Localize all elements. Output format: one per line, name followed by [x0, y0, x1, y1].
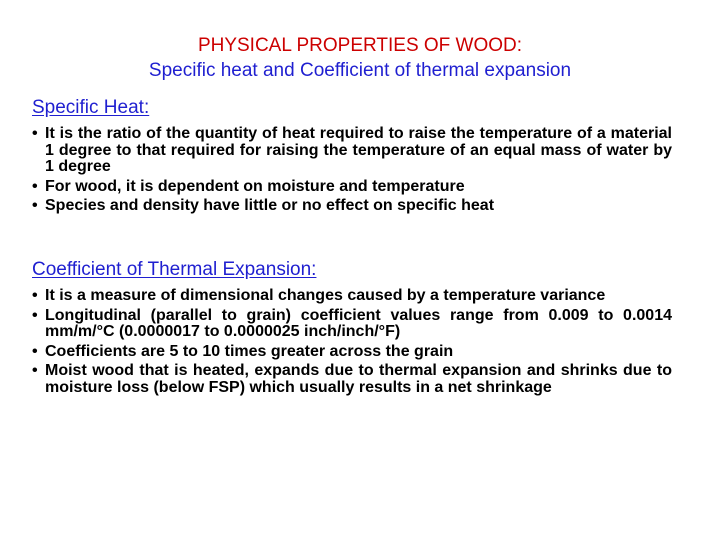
- slide-title: [0, 33, 720, 83]
- slide-subtitle: Specific heat and Coefficient of thermal expansion: [148, 60, 572, 81]
- bullet-item: • Species and density have little or no effect on specific heat: [32, 198, 672, 215]
- bullet-item: • Coefficients are 5 to 10 times greater across the grain: [32, 344, 672, 361]
- slide-title-line-1: PHYSICAL PROPERTIES OF WOOD:: [197, 35, 523, 56]
- specific-heat-bullet-list: [32, 126, 672, 218]
- bullet-item: • It is a measure of dimensional changes caused by a temperature variance: [32, 288, 672, 305]
- section-heading-thermal-expansion: Coefficient of Thermal Expansion:: [32, 259, 317, 280]
- bullet-item: • It is the ratio of the quantity of heat required to raise the temperature of a material 1 degree to that required for raising the temperature of an equal mass of water by 1 degree: [32, 126, 672, 176]
- bullet-item: • Moist wood that is heated, expands due to thermal expansion and shrinks due to moisture loss (below FSP) which usually results in a net shrinkage: [32, 363, 672, 396]
- section-heading-specific-heat: Specific Heat:: [32, 97, 150, 118]
- bullet-item: • For wood, it is dependent on moisture and temperature: [32, 179, 672, 196]
- bullet-item: • Longitudinal (parallel to grain) coefficient values range from 0.009 to 0.0014 mm/m/°C (0.0000017 to 0.0000025 inch/inch/°F): [32, 308, 672, 341]
- thermal-expansion-bullet-list: [32, 288, 672, 399]
